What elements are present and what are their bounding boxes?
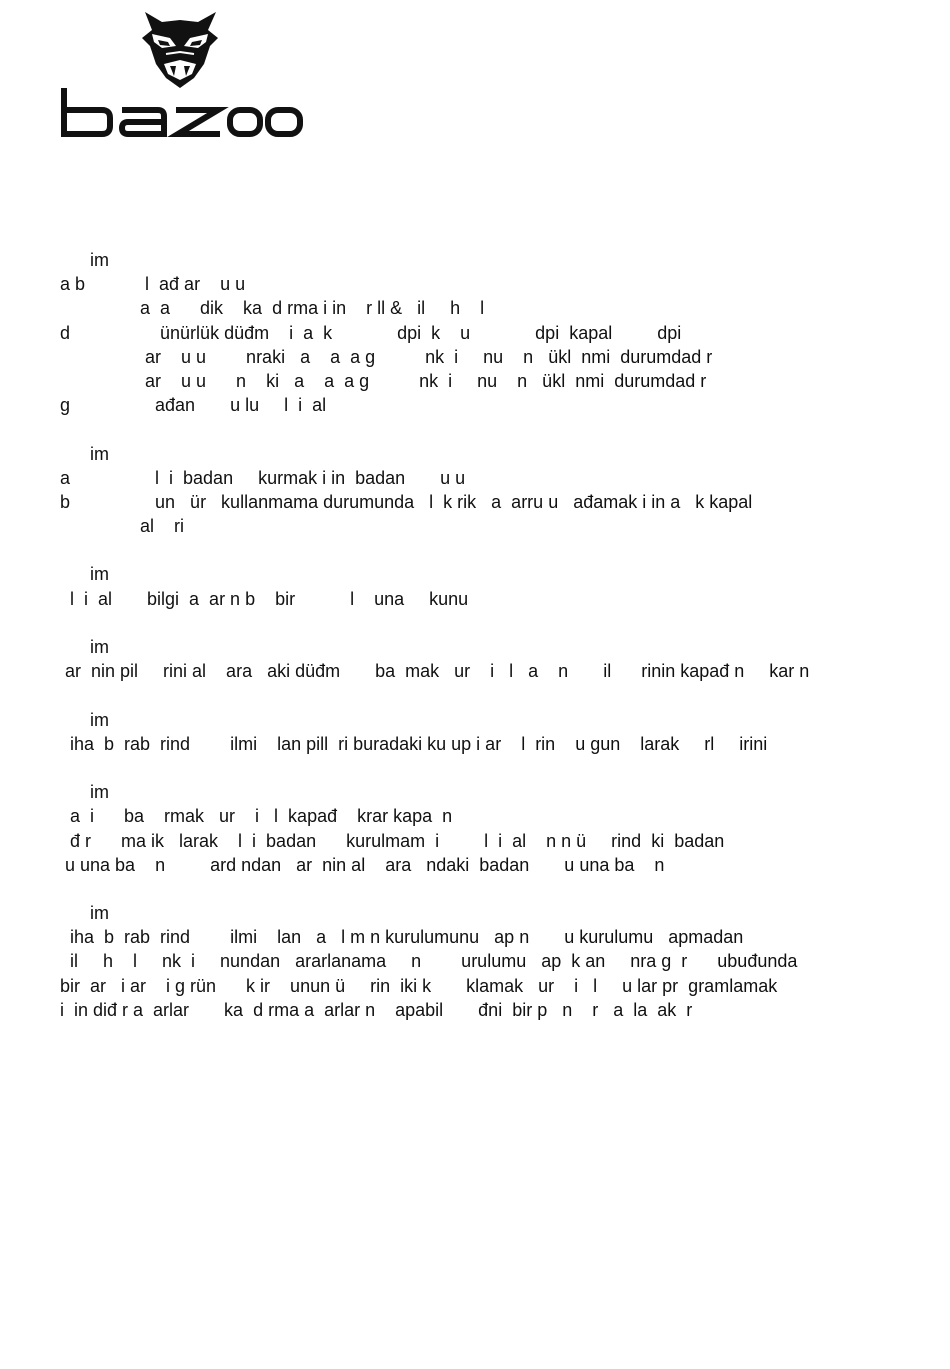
instruction-section <box>60 635 890 683</box>
section-text-line: a a dik ka d rma i in r ll & il h l <box>60 298 485 319</box>
section-text-line: l i al bilgi a ar n b bir l una kunu <box>60 588 469 609</box>
section-text-line: a l i badan kurmak i in badan u u <box>60 467 466 488</box>
section-text-line: đ r ma ik larak l i badan kurulmam i l i al n n ü rind ki badan <box>60 830 725 851</box>
instruction-section <box>60 442 890 539</box>
instruction-section <box>60 780 890 877</box>
instruction-section <box>60 248 890 417</box>
instruction-section <box>60 901 890 1022</box>
section-text-line: g ađan u lu l i al <box>60 395 327 416</box>
section-text-line: il h l nk i nundan ararlanama n urulumu ap k an nra g r ubuđunda <box>60 951 798 972</box>
instruction-section <box>60 562 890 610</box>
snake-head-icon <box>60 8 305 138</box>
section-heading: im <box>90 903 109 924</box>
section-text-line: b un ür kullanmama durumunda l k rik a arru u ađamak i in a k kapal <box>60 491 753 512</box>
section-heading: im <box>90 709 109 730</box>
section-text-line: al ri <box>60 516 185 537</box>
section-heading: im <box>90 637 109 657</box>
section-text-line: iha b rab rind ilmi lan a l m n kurulumunu ap n u kurulumu apmadan <box>60 927 744 948</box>
document-body <box>60 248 890 1022</box>
section-heading: im <box>90 250 109 270</box>
section-text-line: a b l ađ ar u u <box>60 274 246 295</box>
section-heading: im <box>90 564 109 585</box>
section-text-line: i in diđ r a arlar ka d rma a arlar n apabil đni bir p n r a la ak r <box>60 999 693 1020</box>
section-text-line: d ünürlük düđm i a k dpi k u dpi kapal dpi <box>60 322 682 343</box>
section-text-line: ar u u n ki a a a g nk i nu n ükl nmi durumdad r <box>60 370 707 391</box>
section-heading: im <box>90 782 109 803</box>
section-text-line: ar u u nraki a a a g nk i nu n ükl nmi durumdad r <box>60 346 713 367</box>
section-heading: im <box>90 443 109 464</box>
section-text-line: bir ar i ar i g rün k ir unun ü rin iki k klamak ur i l u lar pr gramlamak <box>60 975 778 996</box>
section-text-line: ar nin pil rini al ara aki düđm ba mak ur i l a n il rinin kapađ n kar n <box>60 661 810 682</box>
section-text-line: iha b rab rind ilmi lan pill ri buradaki ku up i ar l rin u gun larak rl irini <box>60 733 768 754</box>
section-text-line: a i ba rmak ur i l kapađ krar kapa n <box>60 806 453 827</box>
section-text-line: u una ba n ard ndan ar nin al ara ndaki badan u una ba n <box>60 854 665 875</box>
bazoo-logo <box>60 8 305 138</box>
instruction-section <box>60 708 890 756</box>
